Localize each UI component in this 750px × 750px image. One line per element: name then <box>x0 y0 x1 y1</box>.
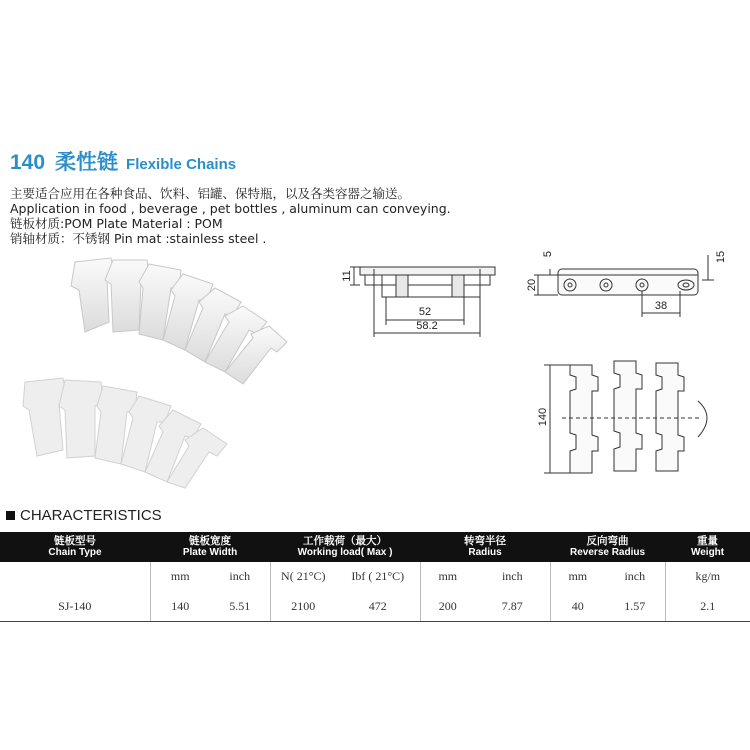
chain-photo-top <box>71 258 287 384</box>
dim-11: 11 <box>341 270 353 282</box>
cell-rev-inch: 1.57 <box>605 591 665 622</box>
cell-load-lbf: 472 <box>336 591 420 622</box>
cell-radius-mm: 200 <box>420 591 475 622</box>
table-row <box>0 591 750 622</box>
characteristics-table <box>0 532 750 622</box>
header-reverse-radius: 反向弯曲 Reverse Radius <box>550 532 665 562</box>
page-title <box>10 146 236 176</box>
dim-140: 140 <box>537 407 549 427</box>
unit-plate-inch: inch <box>210 562 270 591</box>
cell-plate-inch: 5.51 <box>210 591 270 622</box>
technical-drawings <box>330 245 730 485</box>
header-plate-width: 链板宽度 Plate Width <box>150 532 270 562</box>
title-number: 140 <box>10 151 46 174</box>
dim-5: 5 <box>542 250 554 258</box>
title-chinese: 柔性链 <box>55 150 119 174</box>
dim-38: 38 <box>654 300 668 312</box>
dim-58-2: 58.2 <box>416 320 438 332</box>
unit-rev-inch: inch <box>605 562 665 591</box>
pin-material: 销轴材质：不锈钢 Pin mat :stainless steel . <box>10 231 267 246</box>
square-bullet-icon <box>6 511 15 520</box>
unit-radius-mm: mm <box>438 569 458 583</box>
description-line-cn: 主要适合应用在各种食品、饮料、铝罐、保特瓶，以及各类容器之输送。 <box>10 186 411 201</box>
cell-plate-mm: 140 <box>150 591 210 622</box>
cell-weight: 2.1 <box>665 591 750 622</box>
dim-20: 20 <box>526 278 538 292</box>
description-line-en: Application in food , beverage , pet bottles , aluminum can conveying. <box>10 201 451 216</box>
cell-load-n: 2100 <box>270 591 336 622</box>
unit-plate-mm: mm <box>170 569 190 583</box>
unit-radius-inch: inch <box>475 562 550 591</box>
table-units-row <box>0 562 750 591</box>
unit-load-n: N( 21°C) <box>281 569 326 583</box>
header-chain-type: 链板型号 Chain Type <box>0 532 150 562</box>
header-weight: 重量 Weight <box>665 532 750 562</box>
table-header-row <box>0 532 750 562</box>
unit-load-lbf: Ibf ( 21°C) <box>336 562 420 591</box>
header-radius: 转弯半径 Radius <box>420 532 550 562</box>
plate-material: 链板材质:POM Plate Material : POM <box>10 216 223 231</box>
cell-type: SJ-140 <box>0 591 150 622</box>
characteristics-label: CHARACTERISTICS <box>20 507 162 524</box>
dim-15: 15 <box>715 250 727 264</box>
chain-photo-bottom <box>23 378 227 488</box>
title-english: Flexible Chains <box>126 156 237 173</box>
unit-rev-mm: mm <box>568 569 588 583</box>
unit-empty <box>0 562 150 591</box>
cell-rev-mm: 40 <box>550 591 605 622</box>
header-working-load: 工作载荷（最大） Working load( Max ) <box>270 532 420 562</box>
characteristics-heading <box>6 507 162 524</box>
chain-product-photos <box>15 250 310 490</box>
dim-52: 52 <box>418 306 432 318</box>
cell-radius-inch: 7.87 <box>475 591 550 622</box>
unit-weight: kg/m <box>695 569 721 583</box>
